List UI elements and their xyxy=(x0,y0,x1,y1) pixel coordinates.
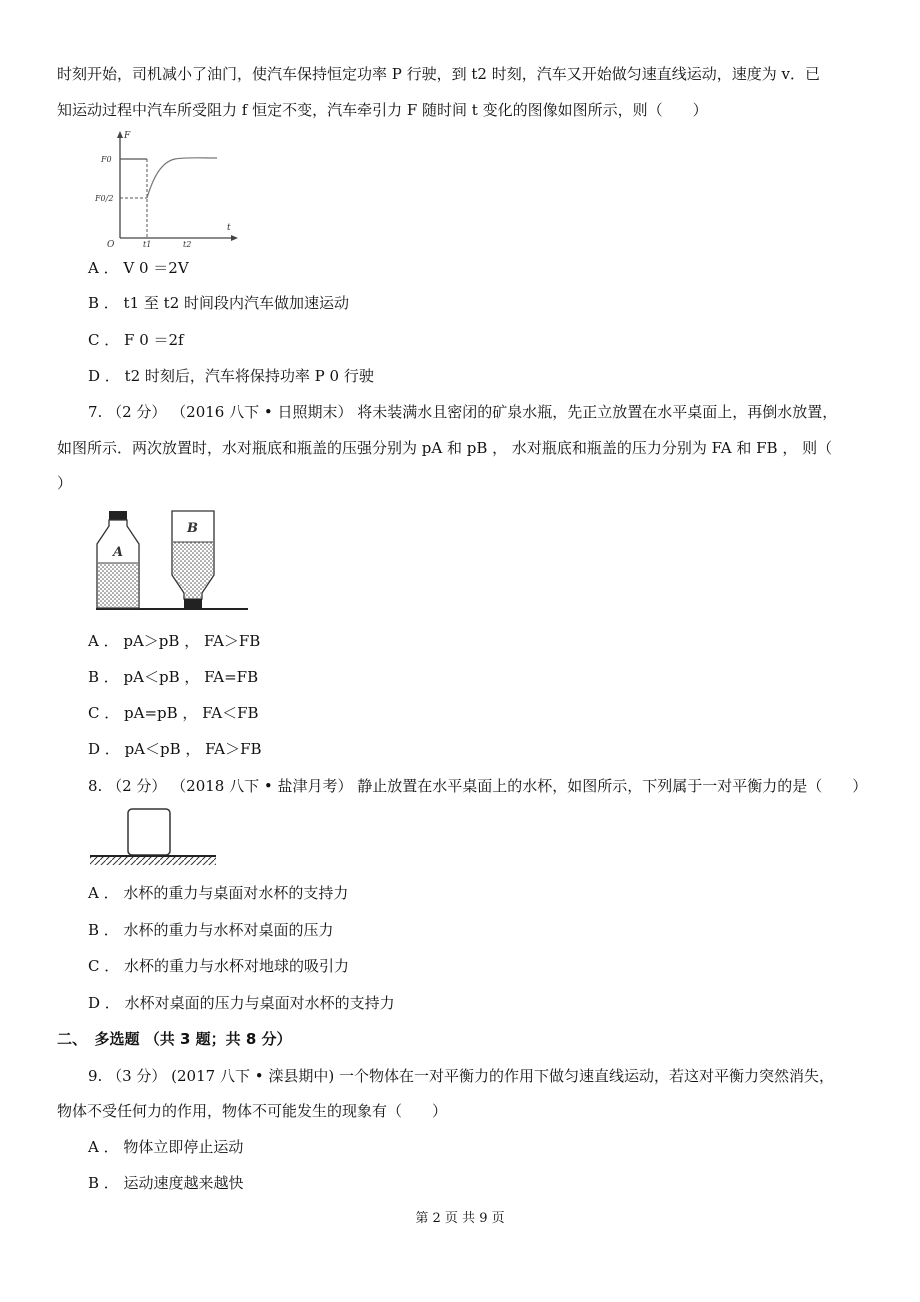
f0-label: F0 xyxy=(101,155,112,164)
q6-option-b: B ． t1 至 t2 时间段内汽车做加速运动 xyxy=(88,294,350,312)
y-axis-label: F xyxy=(124,131,131,141)
q7-option-c: C ． pA=pB ， FA＜FB xyxy=(88,704,259,722)
q7-option-b: B ． pA＜pB ， FA=FB xyxy=(88,668,259,686)
page-footer: 第 2 页 共 9 页 xyxy=(415,1211,505,1226)
t1-label: t1 xyxy=(143,240,152,249)
x-axis-label: t xyxy=(227,223,231,233)
q9-stem-line1: 9. （3 分） (2017 八下 • 滦县期中) 一个物体在一对平衡力的作用下做匀速直线运动，若这对平衡力突然消失， xyxy=(88,1067,834,1085)
q7-stem-line1: 7. （2 分） （2016 八下 • 日照期末） 将未装满水且密闭的矿泉水瓶，先正立放置在水平桌面上，再倒水放置， xyxy=(88,403,838,421)
q8-option-d: D ． 水杯对桌面的压力与桌面对水杯的支持力 xyxy=(88,994,395,1012)
f0-half-label: F0/2 xyxy=(95,194,114,203)
q7-option-d: D ． pA＜pB ， FA＞FB xyxy=(88,740,262,758)
q7-stem-line2: 如图所示．两次放置时，水对瓶底和瓶盖的压强分别为 pA 和 pB ， 水对瓶底和瓶盖的压力分别为 FA 和 FB ， 则（ xyxy=(57,439,833,457)
bottle-b-label: B xyxy=(187,521,198,536)
q6-option-a: A ． V 0 ＝2V xyxy=(88,259,189,277)
q6-force-time-graph xyxy=(95,128,245,250)
bottle-a-label: A xyxy=(113,545,124,560)
q9-stem-line2: 物体不受任何力的作用，物体不可能发生的现象有（ ） xyxy=(57,1102,448,1120)
q9-option-a: A ． 物体立即停止运动 xyxy=(88,1138,244,1156)
q8-option-c: C ． 水杯的重力与水杯对地球的吸引力 xyxy=(88,957,350,975)
origin-label: O xyxy=(107,240,115,250)
q6-option-d: D ． t2 时刻后，汽车将保持功率 P 0 行驶 xyxy=(88,367,374,385)
q6-option-c: C ． F 0 ＝2f xyxy=(88,331,184,349)
q7-bottles-figure xyxy=(92,508,252,612)
q7-stem-line3: ） xyxy=(57,474,73,492)
t2-label: t2 xyxy=(183,240,192,249)
section-heading-multiple-choice: 二、 多选题 （共 3 题；共 8 分） xyxy=(57,1030,292,1048)
q6-stem-line2: 知运动过程中汽车所受阻力 f 恒定不变，汽车牵引力 F 随时间 t 变化的图像如图所示，则（ ） xyxy=(57,101,708,119)
q8-option-b: B ． 水杯的重力与水杯对桌面的压力 xyxy=(88,921,334,939)
q8-stem: 8. （2 分） （2018 八下 • 盐津月考） 静止放置在水平桌面上的水杯，如图所示，下列属于一对平衡力的是（ ） xyxy=(88,777,868,795)
q8-cup-figure xyxy=(88,806,218,868)
q8-option-a: A ． 水杯的重力与桌面对水杯的支持力 xyxy=(88,884,349,902)
q9-option-b: B ． 运动速度越来越快 xyxy=(88,1174,244,1192)
q6-stem-line1: 时刻开始，司机减小了油门，使汽车保持恒定功率 P 行驶，到 t2 时刻，汽车又开始做匀速直线运动，速度为 v．已 xyxy=(57,65,820,83)
q7-option-a: A ． pA＞pB ， FA＞FB xyxy=(88,632,261,650)
